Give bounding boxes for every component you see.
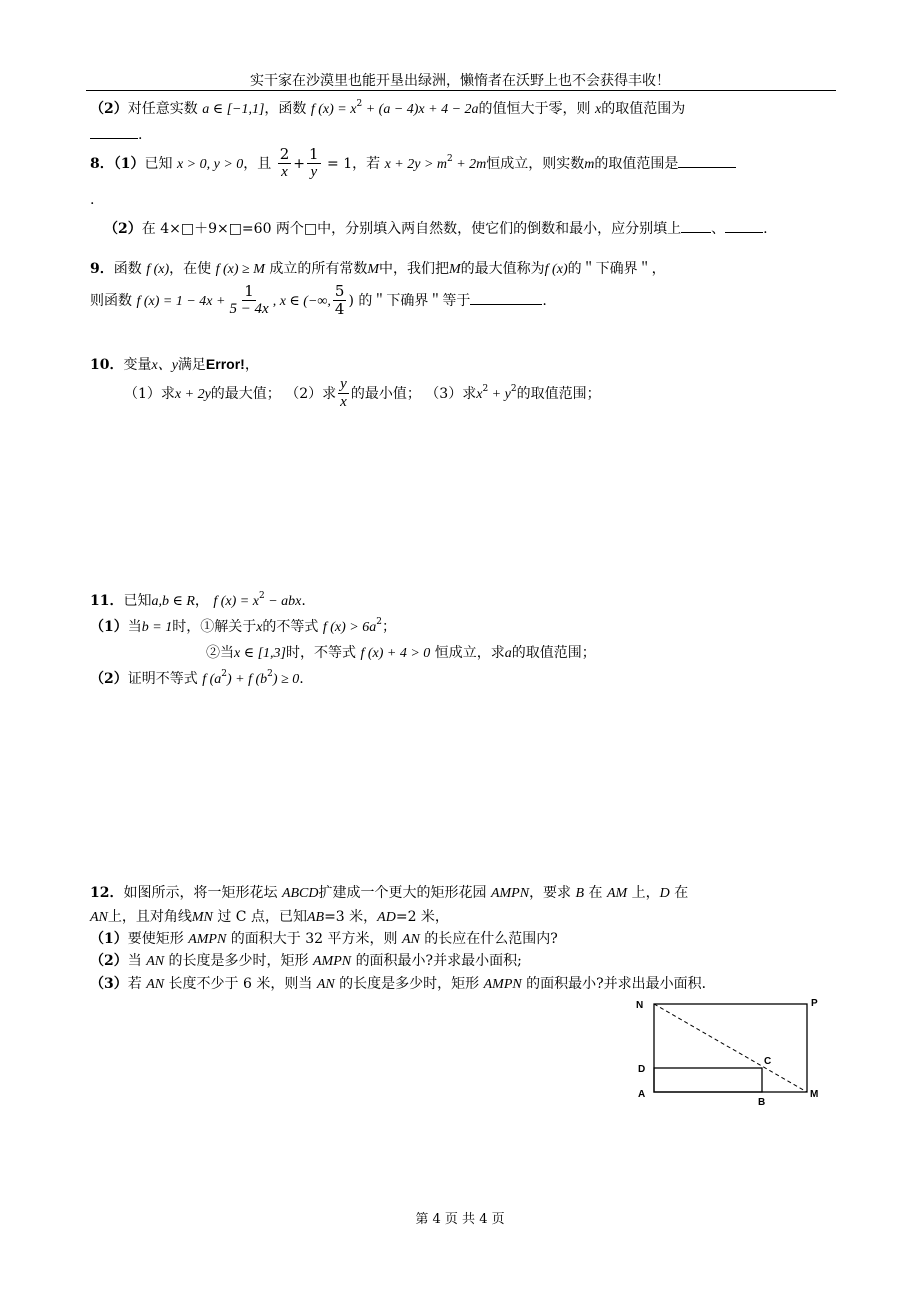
q9-line1: 9．函数 f (x)，在使 f (x) ≥ M 成立的所有常数M中，我们把M的最大值称为f (x)的＂下确界＂， (90, 261, 666, 277)
q8-part2-line: （2）在 4×□＋9×□=60 两个□中，分别填入两自然数，使它们的倒数和最小，应分别填上 、 . (104, 218, 768, 238)
q10-line2: （1）求x + 2y的最大值； （2）求 $\frac{y}{x}$ 的最小值； （3）求$x^2 + y^2$的取值范围； (124, 376, 601, 411)
q12-part2: （2）当 AN 的长度是多少时，矩形 AMPN 的面积最小?并求最小面积; (90, 953, 522, 969)
fraction-5-over-4: $\frac{5}{4}$ (334, 282, 345, 319)
label-D: D (638, 1064, 646, 1075)
answer-blank[interactable] (678, 153, 736, 168)
q12-part1: （1）要使矩形 AMPN 的面积大于 32 平方米，则 AN 的长应在什么范围内? (90, 931, 558, 947)
inner-rectangle-ABCD (654, 1068, 762, 1092)
q12-line2: AN上，且对角线MN 过 C 点，已知AB=3 米，AD=2 米， (90, 909, 449, 925)
answer-blank[interactable] (90, 124, 138, 139)
header-rule (86, 90, 836, 91)
page-header-motto: 实干家在沙漠里也能开垦出绿洲，懒惰者在沃野上也不会获得丰收！ (250, 73, 670, 89)
q10-line1: 10．变量x、y满足Error!， (90, 356, 259, 373)
q11-part1-line2: ②当x ∈ [1,3]时，不等式 f (x) + 4 > 0 恒成立，求a的取值范围； (206, 645, 596, 661)
q12-rectangle-diagram (630, 994, 830, 1109)
label-N: N (636, 1000, 644, 1011)
q7-part2-line1: （2）对任意实数 a ∈ [−1,1]，函数 f $(x) = x^2 + (a - 4)x + 4 - 2a$的值恒大于零，则 x的取值范围为 (90, 99, 686, 117)
q8-dot: . (90, 192, 95, 208)
label-B: B (758, 1097, 766, 1108)
diagonal-MN (654, 1004, 807, 1092)
q12-line1: 12．如图所示，将一矩形花坛 ABCD扩建成一个更大的矩形花园 AMPN，要求 B 在 AM 上，D 在 (90, 885, 689, 901)
label-P: P (811, 998, 818, 1009)
fraction-1-over-y: $\frac{1}{y}$ (309, 145, 319, 181)
q7-part2-line2: . (90, 124, 142, 143)
q8-part1-line: 8．（1）已知 x > 0, y > 0，且 $\frac{2}{x}$ + $\frac{1}{y}$ = 1，若 $x + 2y > m^2 + 2m$恒成立，则实数m的取值范围是 (90, 146, 736, 182)
fraction-y-over-x: $\frac{y}{x}$ (340, 376, 347, 411)
page-footer: 第 4 页 共 4 页 (415, 1212, 505, 1227)
label-A: A (638, 1089, 646, 1100)
fraction-2-over-x: $\frac{2}{x}$ (279, 145, 290, 181)
answer-blank-1[interactable] (681, 218, 711, 233)
q9-line2: 则函数 f (x) = 1 − 4x + $\frac{1}{5 - 4x}$ , x ∈ (−∞, $\frac{5}{4}$ ) 的＂下确界＂等于 . (90, 282, 547, 319)
q11-part1-line1: （1）当b = 1时，①解关于x的不等式 f $(x) > 6a^2$； (90, 617, 396, 635)
label-M: M (810, 1089, 819, 1100)
answer-blank[interactable] (470, 290, 542, 305)
answer-blank-2[interactable] (725, 218, 763, 233)
fraction-1-over-5-minus-4x: $\frac{1}{5 - 4x}$ (229, 282, 269, 318)
q11-part2-line: （2）证明不等式 f $(a^2) + f$ $(b^2) \ge 0$. (90, 669, 304, 687)
q11-line1: 11．已知a,b ∈ R， f $(x) = x^2$ − abx. (90, 591, 306, 609)
label-C: C (764, 1056, 772, 1067)
q12-part3: （3）若 AN 长度不少于 6 米，则当 AN 的长度是多少时，矩形 AMPN 的面积最小?并求出最小面积． (90, 976, 716, 992)
